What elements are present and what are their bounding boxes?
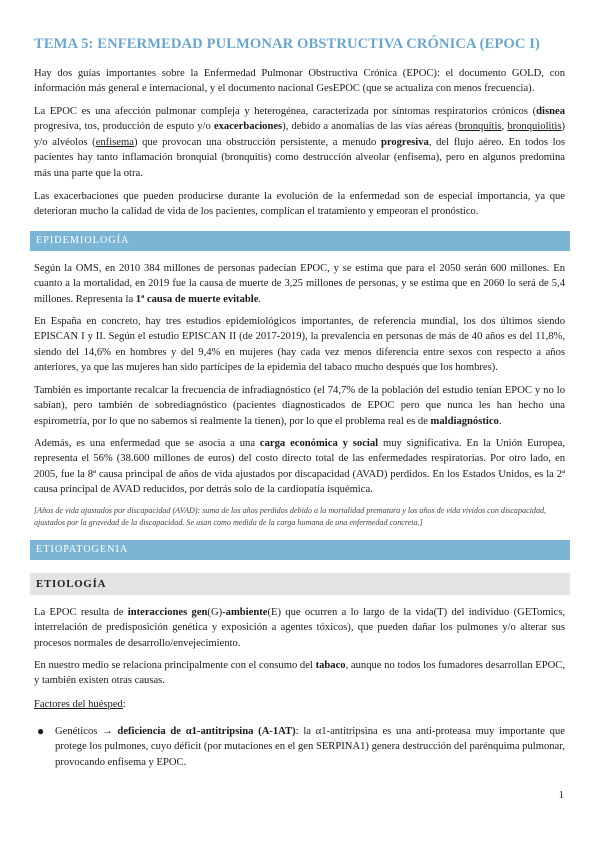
epi-paragraph-3: También es importante recalcar la frecuencia de infradiagnóstico (el 74,7% de la población del estudio tenían EPOC y no lo sabían), pero también de sobrediagnóstico (pacientes diagnosticados de EPOC pero que nunca les han hecho una espirometría, por lo que no sabemos si realmente la tienen), por lo que el problema real es de maldiagnóstico.: [34, 385, 565, 427]
page-number: 1: [558, 790, 564, 801]
intro-paragraph-2: La EPOC es una afección pulmonar compleja y heterogénea, caracterizada por síntomas respiratorios crónicos (disnea progresiva, tos, producción de esputo y/o exacerbaciones), debido a anomalías de las vías aéreas (bronquitis, bronquiolitis) y/o alvéolos (enfisema) que provocan una obstrucción persistente, a menudo progresiva, del flujo aéreo. En todos los pacientes hay tanto inflamación bronquial (bronquitis) como destrucción alveolar (enfisema), pero en algunos predomina más una parte que la otra.: [34, 106, 566, 179]
intro-paragraph-3: Las exacerbaciones que pueden producirse durante la evolución de la enfermedad son de especial importancia, ya que deterioran mucho la calidad de vida de los pacientes, complican el tratamiento y empeoran el pronóstico.: [34, 191, 565, 218]
epi-paragraph-2: En España en concreto, hay tres estudios epidemiológicos importantes, de referencia mundial, los dos últimos siendo EPISCAN I y II. Según el estudio EPISCAN II (de 2017-2019), la prevalencia en personas de más de 40 años es del 11,8%, siendo del 14,6% en hombres y del 9,4% en mujeres (hay cada vez menos diferencia entre sexos con respecto a años anteriores, ya que las mujeres han sido partícipes de la epidemia del tabaco mucho después que los hombres).: [34, 316, 565, 374]
epi-paragraph-4: Además, es una enfermedad que se asocia a una carga económica y social muy significativa. En la Unión Europea, representa el 56% (38.600 millones de euros) del costo directo total de las enfermedades respiratorias. Por otro lado, en 2005, fue la 8ª causa principal de años de vida ajustados por discapacidad (AVAD) perdidos. En los Estados Unidos, es la 2ª causa principal de AVAD reducidos, por detrás solo de la cardiopatía isquémica.: [34, 438, 566, 496]
epi-paragraph-1: Según la OMS, en 2010 384 millones de personas padecían EPOC, y se estima que para el 2050 serán 600 millones. En cuanto a la mortalidad, en 2019 fue la causa de muerte de 3,25 millones de personas, y se estima que en 2060 lo será de 5,4 millones. Representa la 1ª causa de muerte evitable.: [34, 263, 565, 305]
section-header-epidemiologia: EPIDEMIOLOGÍA: [30, 231, 570, 251]
subsection-header-etiologia: ETIOLOGÍA: [30, 573, 570, 595]
list-item: ● Genéticos → deficiencia de α1-antitripsina (A-1AT): la α1-antitripsina es una anti-proteasa muy importante que protege los pulmones, cuyo déficit (por mutaciones en el gen SERPINA1) genera destrucción del parénquima pulmonar, provocando enfisema y EPOC.: [37, 724, 565, 768]
etio-paragraph-2: En nuestro medio se relaciona principalmente con el consumo del tabaco, aunque no todos los fumadores desarrollan EPOC, y también existen otras causas.: [34, 660, 565, 687]
page-title: TEMA 5: ENFERMEDAD PULMONAR OBSTRUCTIVA CRÓNICA (EPOC I): [34, 36, 541, 52]
intro-paragraph-1: Hay dos guías importantes sobre la Enfermedad Pulmonar Obstructiva Crónica (EPOC): el documento GOLD, con información más general e internacional, y el documento nacional GesEPOC (que se actualiza con menos frecuencia).: [34, 68, 565, 95]
bullet-icon: ●: [37, 724, 45, 738]
avad-footnote: [Años de vida ajustados por discapacidad (AVAD): suma de los años perdidos debido a la mortalidad prematura y los años de vida vividos con discapacidad, ajustados por la gravedad de la discapacidad. Se usan como medida de la carga humana de una enfermedad concreta.]: [34, 506, 547, 528]
section-header-etiopatogenia: ETIOPATOGENIA: [30, 540, 570, 560]
factores-heading: Factores del huésped:: [34, 699, 126, 710]
etio-paragraph-1: La EPOC resulta de interacciones gen(G)-ambiente(E) que ocurren a lo largo de la vida(T) del individuo (GETomics, interrelación de predisposición genética y exposición a agentes tóxicos), que pueden dañar los pulmones y/o alterar sus procesos normales de desarrollo/envejecimiento.: [34, 607, 565, 649]
